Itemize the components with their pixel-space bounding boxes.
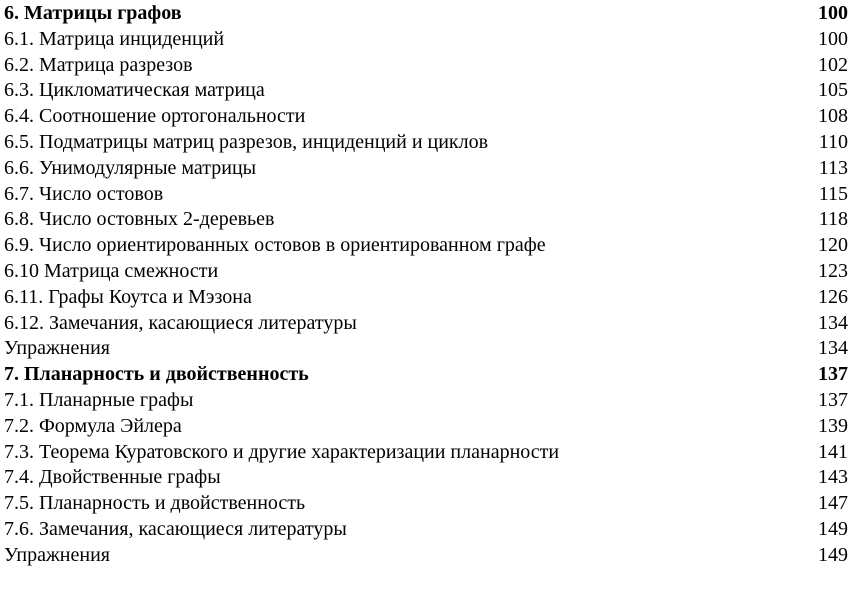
toc-entry-title: 6. Матрицы графов	[4, 2, 182, 24]
toc-entry	[4, 491, 850, 517]
toc-entry-page: 100	[818, 27, 848, 50]
toc-entry-page: 143	[818, 466, 848, 489]
toc-entry-page: 123	[818, 259, 848, 282]
toc-entry-page: 102	[818, 53, 848, 76]
toc-chapter-heading	[4, 362, 850, 388]
toc-entry-page: 137	[818, 363, 848, 386]
toc-entry	[4, 104, 850, 130]
toc-entry	[4, 156, 850, 182]
toc-entry-title: 7.3. Теорема Куратовского и другие характеризации планарности	[4, 440, 560, 463]
toc-entry	[4, 233, 850, 259]
toc-entry-title: 6.2. Матрица разрезов	[4, 53, 193, 76]
toc-entry-title: 6.7. Число остовов	[4, 182, 164, 205]
toc-entry-title: 7.1. Планарные графы	[4, 388, 194, 411]
toc-entry-page: 134	[818, 311, 848, 334]
toc-entry-page: 141	[818, 440, 848, 463]
toc-entry-title: 6.4. Соотношение ортогональности	[4, 105, 306, 128]
toc-entry	[4, 53, 850, 79]
toc-entry-title: 6.8. Число остовных 2-деревьев	[4, 208, 275, 231]
toc-entry-title: 6.11. Графы Коутса и Мэзона	[4, 285, 252, 308]
toc-entry-page: 110	[818, 130, 848, 153]
toc-entry-title: 6.9. Число ориентированных остовов в ориентированном графе	[4, 234, 546, 257]
toc-entry-page: 100	[818, 2, 848, 24]
toc-entry-page: 149	[818, 543, 848, 566]
toc-entry	[4, 27, 850, 53]
toc-entry-title: 7. Планарность и двойственность	[4, 363, 309, 386]
toc-entry-page: 118	[818, 208, 848, 231]
toc-entry	[4, 207, 850, 233]
toc-entry-title: 7.4. Двойственные графы	[4, 466, 221, 489]
toc-entry	[4, 414, 850, 440]
toc-entry	[4, 259, 850, 285]
toc-entry-page: 105	[818, 79, 848, 102]
toc-entry-page: 108	[818, 105, 848, 128]
toc-entry-title: 7.2. Формула Эйлера	[4, 414, 182, 437]
toc-entry-title: 6.1. Матрица инциденций	[4, 27, 225, 50]
toc-entry-title: 6.5. Подматрицы матриц разрезов, инциденций и циклов	[4, 130, 489, 153]
toc-entry-page: 120	[818, 234, 848, 257]
toc-entry	[4, 388, 850, 414]
toc-entry-page: 115	[818, 182, 848, 205]
toc-entry-page: 139	[818, 414, 848, 437]
toc-entry-page: 137	[818, 388, 848, 411]
toc-chapter-heading	[4, 1, 850, 27]
toc-entry	[4, 130, 850, 156]
toc-entry	[4, 465, 850, 491]
toc-entry	[4, 517, 850, 543]
toc-entry	[4, 311, 850, 337]
toc-entry-title: 6.10 Матрица смежности	[4, 259, 219, 282]
toc-entry-title: 6.6. Унимодулярные матрицы	[4, 156, 257, 179]
toc-entry-page: 134	[818, 337, 848, 360]
toc-entry-title: 6.12. Замечания, касающиеся литературы	[4, 311, 357, 334]
toc-entry	[4, 336, 850, 362]
toc-entry	[4, 285, 850, 311]
toc-entry-page: 149	[818, 517, 848, 540]
toc-entry-title: Упражнения	[4, 543, 110, 566]
toc-entry-title: 7.5. Планарность и двойственность	[4, 492, 306, 515]
toc-entry	[4, 182, 850, 208]
toc-entry-page: 126	[818, 285, 848, 308]
toc-entry-page: 113	[818, 156, 848, 179]
table-of-contents	[4, 1, 850, 569]
toc-entry-title: 7.6. Замечания, касающиеся литературы	[4, 517, 347, 540]
toc-entry-page: 147	[818, 492, 848, 515]
toc-entry-title: 6.3. Цикломатическая матрица	[4, 79, 265, 102]
toc-entry	[4, 543, 850, 569]
toc-entry-title: Упражнения	[4, 337, 110, 360]
toc-entry	[4, 78, 850, 104]
toc-entry	[4, 440, 850, 466]
